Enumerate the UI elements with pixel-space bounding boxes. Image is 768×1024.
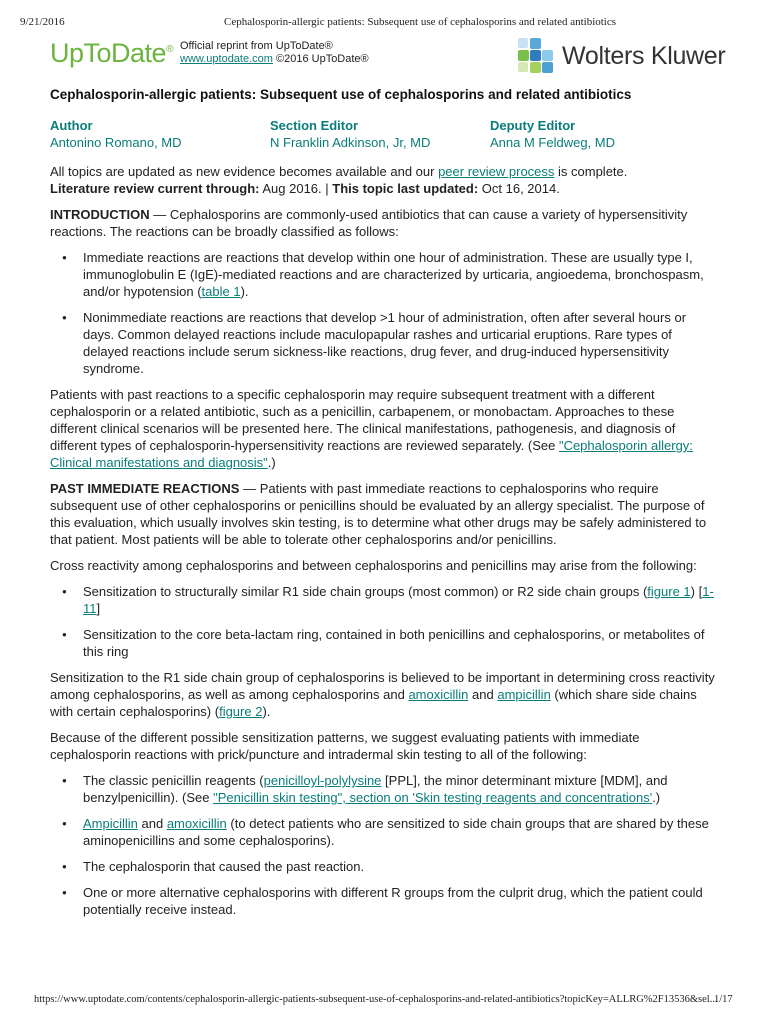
amoxicillin-link[interactable]: amoxicillin [408,687,469,702]
text: ) [ [690,584,703,599]
text: .) [267,455,276,470]
text: The cephalosporin that caused the past reaction. [83,859,365,874]
editor-author [50,117,270,151]
text: Sensitization to the core beta-lactam ring, contained in both penicillins and cephalosporins, or metabolites of this ring [83,627,705,659]
section-heading: INTRODUCTION [50,207,150,222]
uptodate-logo[interactable] [50,38,173,69]
editor-name-link[interactable]: Antonino Romano, MD [50,135,182,150]
text: ). [240,284,249,299]
print-date: 9/21/2016 [20,16,65,28]
list-item [50,884,720,918]
text: .) [652,790,661,805]
peer-review-link[interactable]: peer review process [438,164,555,179]
cross-reactivity-list [50,583,720,660]
clinical-manifestations-link[interactable]: "Cephalosporin allergy: Clinical manifestations and diagnosis" [50,438,693,470]
editors [50,117,720,151]
text: Sensitization to the R1 side chain group of cephalosporins is believed to be important in determining cross reactivity among cephalosporins, as well as among cephalosporins and [50,670,715,702]
penicillin-skin-testing-link[interactable]: "Penicillin skin testing", section on 'Skin testing reagents and concentrations' [213,790,653,805]
text: (which share side chains with certain cephalosporins) ( [50,687,697,719]
editor-role: Author [50,118,93,133]
reprint-url-link[interactable]: www.uptodate.com [180,53,273,65]
ampicillin-link[interactable]: ampicillin [497,687,551,702]
section-heading: PAST IMMEDIATE REACTIONS [50,481,240,496]
updated-label: This topic last updated: [332,181,479,196]
text: One or more alternative cephalosporins with different R groups from the culprit drug, which the patient could potentially receive instead. [83,885,703,917]
editor-name-link[interactable]: Anna M Feldweg, MD [490,135,615,150]
article-content [50,86,720,927]
text: ). [262,704,271,719]
text: is complete. [554,164,628,179]
list-item [50,249,720,300]
updated-value: Oct 16, 2014. [478,181,560,196]
list-item [50,626,720,660]
text: [PPL], the minor determinant mixture [MDM], and benzylpenicillin). (See [83,773,668,805]
registered-mark: ® [166,44,173,55]
wolters-kluwer-logo [518,38,725,74]
article-title: Cephalosporin-allergic patients: Subsequent use of cephalosporins and related antibiotics [50,87,632,102]
print-header [0,0,768,28]
amoxicillin-link[interactable]: amoxicillin [166,816,227,831]
text: (to detect patients who are sensitized to side chain groups that are shared by these aminopenicillins and some cephalosporins). [83,816,709,848]
editor-section [270,117,490,151]
intro-paragraph [50,206,720,240]
penicilloyl-polylysine-link[interactable]: penicilloyl-polylysine [263,773,382,788]
text: All topics are updated as new evidence becomes available and our [50,164,439,179]
skin-testing-list [50,772,720,918]
paragraph [50,669,720,720]
review-value: Aug 2016. | [259,181,333,196]
review-label: Literature review current through: [50,181,260,196]
text: The classic penicillin reagents ( [83,773,264,788]
list-item [50,815,720,849]
update-notice [50,163,720,180]
publisher-name: Wolters Kluwer [562,41,726,70]
paragraph [50,386,720,471]
reference-1-11-link[interactable]: 1-11 [83,584,714,616]
editor-role: Section Editor [270,118,359,133]
paragraph: Because of the different possible sensitization patterns, we suggest evaluating patients with immediate cephalosporin reactions with prick/puncture and intradermal skin testing to all of the following: [50,730,640,762]
footer-url: https://www.uptodate.com/contents/cephalosporin-allergic-patients-subsequent-use-of-cephalosporins-and-related-antibiotics?topicKey=ALLRG%2F13536&sel... [34,994,718,1005]
editor-name-link[interactable]: N Franklin Adkinson, Jr, MD [270,135,431,150]
figure-1-link[interactable]: figure 1 [647,584,691,599]
past-reactions-paragraph [50,480,720,548]
table-1-link[interactable]: table 1 [201,284,241,299]
editor-deputy [490,117,710,151]
list-item [50,583,720,617]
reprint-notice [180,40,369,66]
list-item [50,858,720,875]
update-info [50,163,720,197]
list-item [50,309,720,377]
text: Sensitization to structurally similar R1 side chain groups (most common) or R2 side chain groups ( [83,584,648,599]
text: and [137,816,167,831]
uptodate-logo-text: UpToDate [50,38,167,68]
editor-role: Deputy Editor [490,118,576,133]
text: ] [96,601,101,616]
figure-2-link[interactable]: figure 2 [219,704,263,719]
paragraph: Cross reactivity among cephalosporins and between cephalosporins and penicillins may arise from the following: [50,558,697,573]
text: Nonimmediate reactions are reactions that develop >1 hour of administration, often after several hours or days. Common delayed reactions include maculopapular rashes and urticarial eruptions. Rare types of delayed reactions include serum sickness-like reactions, drug fever, and drug-induced hypersensitivity syndrome. [83,310,687,376]
reaction-types-list [50,249,720,377]
print-title: Cephalosporin-allergic patients: Subsequent use of cephalosporins and related antibiotics [224,16,617,28]
page-number: 1/17 [714,994,733,1005]
reprint-line: Official reprint from UpToDate® [180,40,333,52]
list-item [50,772,720,806]
text: Patients with past reactions to a specific cephalosporin may require subsequent treatment with a different cephalosporin or a related antibiotic, such as a penicillin, carbapenem, or monobactam. Approaches to these different clinical scenarios will be presented here. The clinical manifestations, pathogenesis, and diagnosis of different types of cephalosporin-hypersensitivity reactions are reviewed separately. (See [50,387,676,453]
wolters-kluwer-mark-icon [518,38,554,74]
ampicillin-link[interactable]: Ampicillin [83,816,138,831]
text: Immediate reactions are reactions that develop within one hour of administration. These are usually type I, immunoglobulin E (IgE)-mediated reactions and are characterized by urticaria, angioedema, bronchospasm, and/or hypotension ( [83,250,704,299]
text: — Cephalosporins are commonly-used antibiotics that can cause a variety of hypersensitivity reactions. The reactions can be broadly classified as follows: [50,207,688,239]
copyright: ©2016 UpToDate® [276,53,369,65]
review-dates [50,180,720,197]
text: and [468,687,498,702]
text: — Patients with past immediate reactions to cephalosporins who require subsequent use of other cephalosporins or penicillins should be evaluated by an allergy specialist. The purpose of this evaluation, which usually involves skin testing, is to determine what other drugs may be safely administered to that patient. Most patients will be able to tolerate other cephalosporins and/or penicillins. [50,481,707,547]
